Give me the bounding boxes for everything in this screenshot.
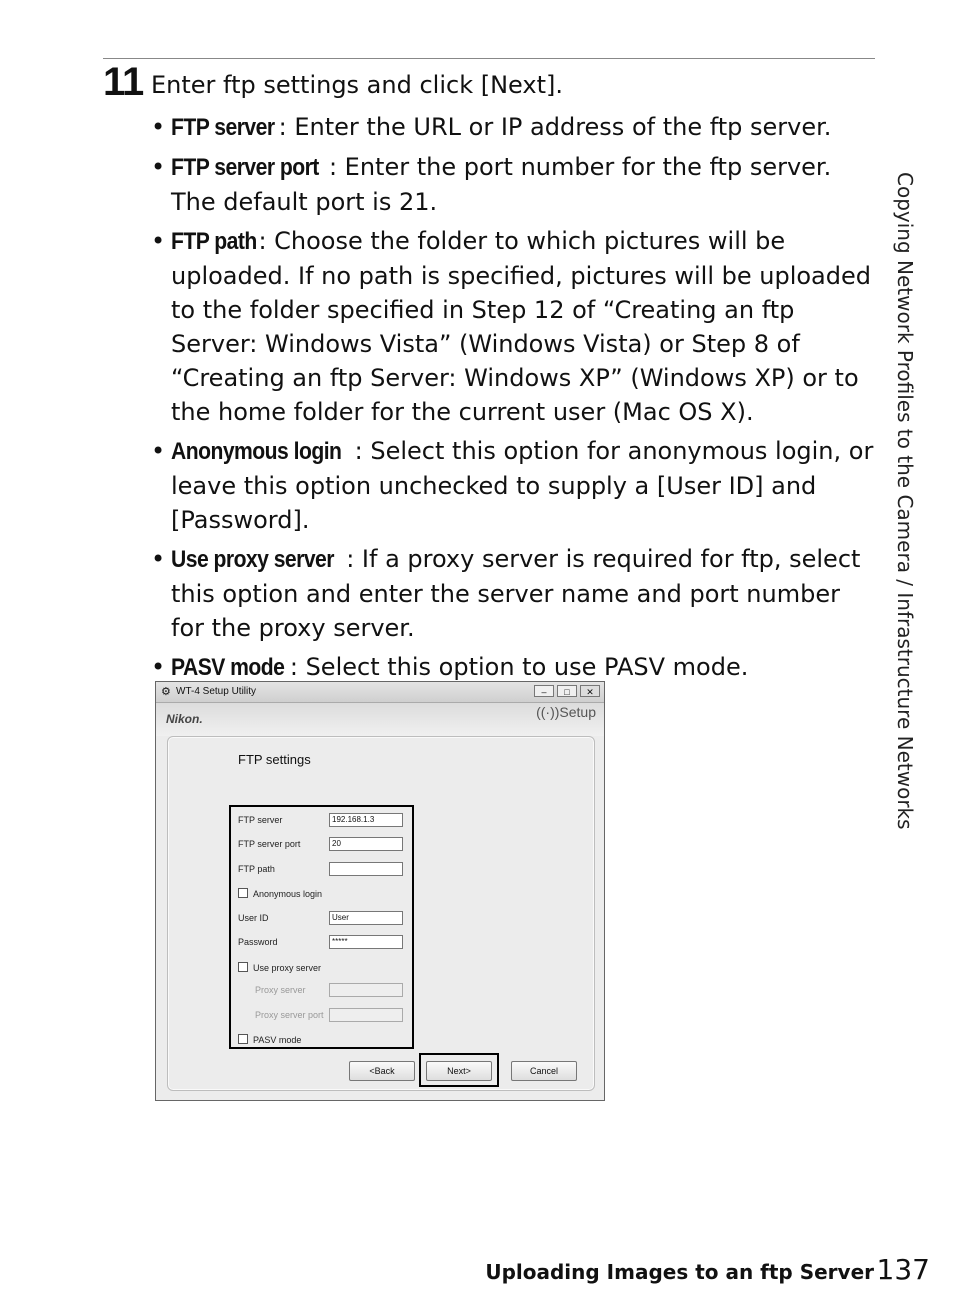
minimize-button[interactable]: – xyxy=(534,685,554,697)
cancel-button[interactable]: Cancel xyxy=(511,1061,577,1081)
setup-logo-text: Setup xyxy=(559,704,596,720)
window-titlebar xyxy=(156,682,604,703)
use-proxy-row[interactable] xyxy=(238,962,321,973)
ftp-port-label: FTP server port xyxy=(238,839,301,849)
bullet-term: FTP server port xyxy=(171,154,319,181)
ftp-port-input[interactable]: 20 xyxy=(329,837,403,851)
ftp-server-label: FTP server xyxy=(238,815,283,825)
settings-panel xyxy=(167,736,595,1091)
bullet-ftp-server: • FTP server : Enter the URL or IP address of the ftp server. xyxy=(151,110,876,145)
maximize-button[interactable]: □ xyxy=(557,685,577,697)
bullet-anonymous-login: • Anonymous login : Select this option for anonymous login, or leave this option unchecked to supply a [User ID] and [Password]. xyxy=(151,437,874,534)
ftp-path-input[interactable] xyxy=(329,862,403,876)
bullet-text: : Enter the port number for the ftp server. The default port is 21. xyxy=(171,153,832,216)
window-controls xyxy=(534,685,600,697)
bullet-text: : If a proxy server is required for ftp, select this option and enter the server name and port number for the proxy server. xyxy=(171,545,861,642)
proxy-port-input[interactable] xyxy=(329,1008,403,1022)
bullet-term: Use proxy server xyxy=(171,546,334,573)
bullet-text: : Select this option for anonymous login, or leave this option unchecked to supply a [User ID] and [Password]. xyxy=(171,437,874,534)
ftp-settings-form xyxy=(229,805,414,1049)
proxy-server-input[interactable] xyxy=(329,983,403,997)
brand-bar xyxy=(156,703,604,736)
setup-logo xyxy=(536,704,596,720)
top-rule xyxy=(103,58,875,59)
page-number: 137 xyxy=(876,1253,930,1286)
proxy-server-label: Proxy server xyxy=(255,985,306,995)
bullet-term: PASV mode xyxy=(171,654,285,681)
step-number: 11 xyxy=(103,60,144,104)
bullet-use-proxy-server: • Use proxy server : If a proxy server is required for ftp, select this option and enter the server name and port number for the proxy server. xyxy=(151,545,861,642)
bullet-text: : Select this option to use PASV mode. xyxy=(289,653,749,681)
wireless-app-icon: ⚙ xyxy=(161,686,171,698)
bullet-pasv-mode: • PASV mode : Select this option to use PASV mode. xyxy=(151,650,876,685)
bullet-text: : Choose the folder to which pictures will be uploaded. If no path is specified, pictures will be uploaded to the folder specified in Step 12 of “Creating an ftp Server: Windows Vista” (Windows Vista) or Step 8 of “Creating an ftp Server: Windows XP” (Windows XP) or to the home folder for the current user (Mac OS X). xyxy=(171,227,871,426)
footer-section-title: Uploading Images to an ftp Server xyxy=(485,1260,874,1284)
bullet-list xyxy=(151,110,876,690)
antenna-icon: ((·)) xyxy=(536,704,560,720)
use-proxy-label: Use proxy server xyxy=(253,963,322,973)
pasv-mode-label: PASV mode xyxy=(253,1035,302,1045)
chapter-side-label: Copying Network Profiles to the Camera / Infrastructure Networks xyxy=(893,172,917,830)
window-title: WT-4 Setup Utility xyxy=(176,686,257,697)
bullet-term: Anonymous login xyxy=(171,438,342,465)
bullet-text: : Enter the URL or IP address of the ftp server. xyxy=(278,113,832,141)
bullet-ftp-path: • FTP path: Choose the folder to which pictures will be uploaded. If no path is specified, pictures will be uploaded to the folder specified in Step 12 of “Creating an ftp Server: Windows Vista” (Windows Vista) or Step 8 of “Creating an ftp Server: Windows XP” (Windows XP) or to the home folder for the current user (Mac OS X). xyxy=(151,227,871,426)
bullet-ftp-server-port: • FTP server port : Enter the port number for the ftp server. The default port is 21. xyxy=(151,153,832,216)
nikon-logo: Nikon. xyxy=(166,712,203,726)
anonymous-login-label: Anonymous login xyxy=(253,889,323,899)
anonymous-login-checkbox[interactable] xyxy=(238,888,248,898)
pasv-mode-checkbox[interactable] xyxy=(238,1034,248,1044)
password-input[interactable]: ***** xyxy=(329,935,403,949)
panel-title: FTP settings xyxy=(238,752,311,767)
back-button[interactable]: <Back xyxy=(349,1061,415,1081)
ftp-server-input[interactable]: 192.168.1.3 xyxy=(329,813,403,827)
ftp-path-label: FTP path xyxy=(238,864,275,874)
password-label: Password xyxy=(238,937,278,947)
proxy-port-label: Proxy server port xyxy=(255,1010,324,1020)
next-button[interactable]: Next> xyxy=(426,1061,492,1081)
setup-utility-window xyxy=(155,681,605,1101)
close-button[interactable]: ✕ xyxy=(580,685,600,697)
bullet-term: FTP server xyxy=(171,114,275,141)
step-instruction: Enter ftp settings and click [Next]. xyxy=(151,71,563,99)
user-id-label: User ID xyxy=(238,913,269,923)
use-proxy-checkbox[interactable] xyxy=(238,962,248,972)
pasv-mode-row[interactable] xyxy=(238,1034,301,1045)
bullet-term: FTP path xyxy=(171,228,257,255)
user-id-input[interactable]: User xyxy=(329,911,403,925)
anonymous-login-row[interactable] xyxy=(238,888,322,899)
